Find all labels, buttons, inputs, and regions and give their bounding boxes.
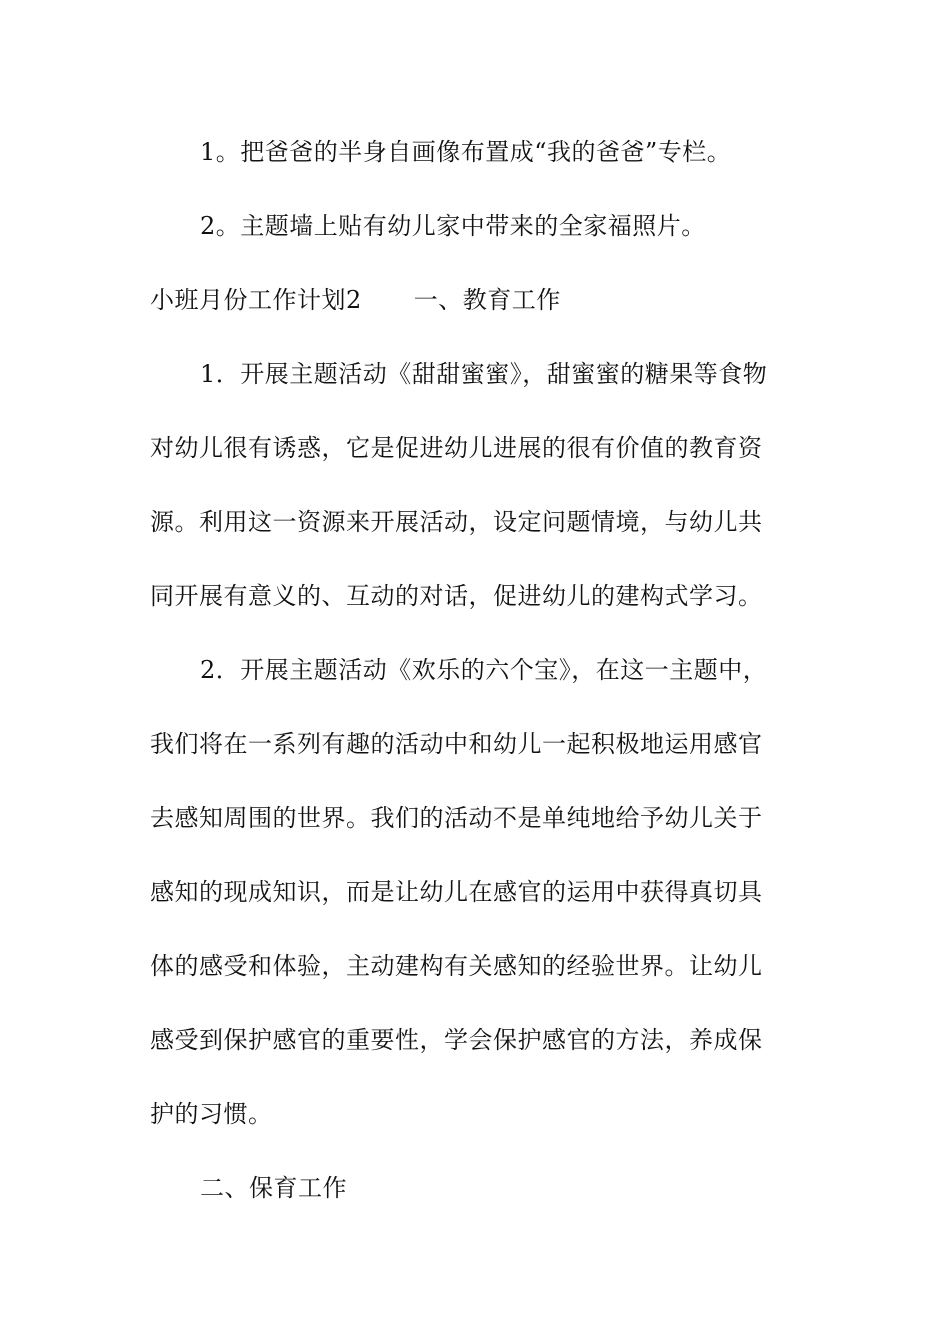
list-item-1: 1。把爸爸的半身自画像布置成“我的爸爸”专栏。 bbox=[200, 138, 732, 166]
paragraph-line: 体的感受和体验，主动建构有关感知的经验世界。让幼儿 bbox=[150, 952, 763, 980]
paragraph-line: 我们将在一系列有趣的活动中和幼儿一起积极地运用感官 bbox=[150, 730, 763, 758]
paragraph-line: 2．开展主题活动《欢乐的六个宝》，在这一主题中， bbox=[200, 656, 768, 684]
section-heading-2: 二、保育工作 bbox=[200, 1174, 347, 1202]
plan-heading-row bbox=[150, 280, 561, 320]
paragraph-line: 去感知周围的世界。我们的活动不是单纯地给予幼儿关于 bbox=[150, 804, 763, 832]
paragraph-line: 源。利用这一资源来开展活动，设定问题情境，与幼儿共 bbox=[150, 508, 763, 536]
plan-title: 小班月份工作计划2 bbox=[150, 286, 362, 314]
paragraph-line: 1．开展主题活动《甜甜蜜蜜》，甜蜜蜜的糖果等食物 bbox=[200, 360, 768, 388]
paragraph-line: 感受到保护感官的重要性，学会保护感官的方法，养成保 bbox=[150, 1026, 763, 1054]
section-heading: 一、教育工作 bbox=[413, 286, 561, 314]
paragraph-line: 对幼儿很有诱惑，它是促进幼儿进展的很有价值的教育资 bbox=[150, 434, 763, 462]
paragraph-line: 护的习惯。 bbox=[150, 1100, 273, 1128]
paragraph-line: 同开展有意义的、互动的对话，促进幼儿的建构式学习。 bbox=[150, 582, 763, 610]
list-item-2: 2。主题墙上贴有幼儿家中带来的全家福照片。 bbox=[200, 212, 706, 240]
paragraph-line: 感知的现成知识，而是让幼儿在感官的运用中获得真切具 bbox=[150, 878, 763, 906]
